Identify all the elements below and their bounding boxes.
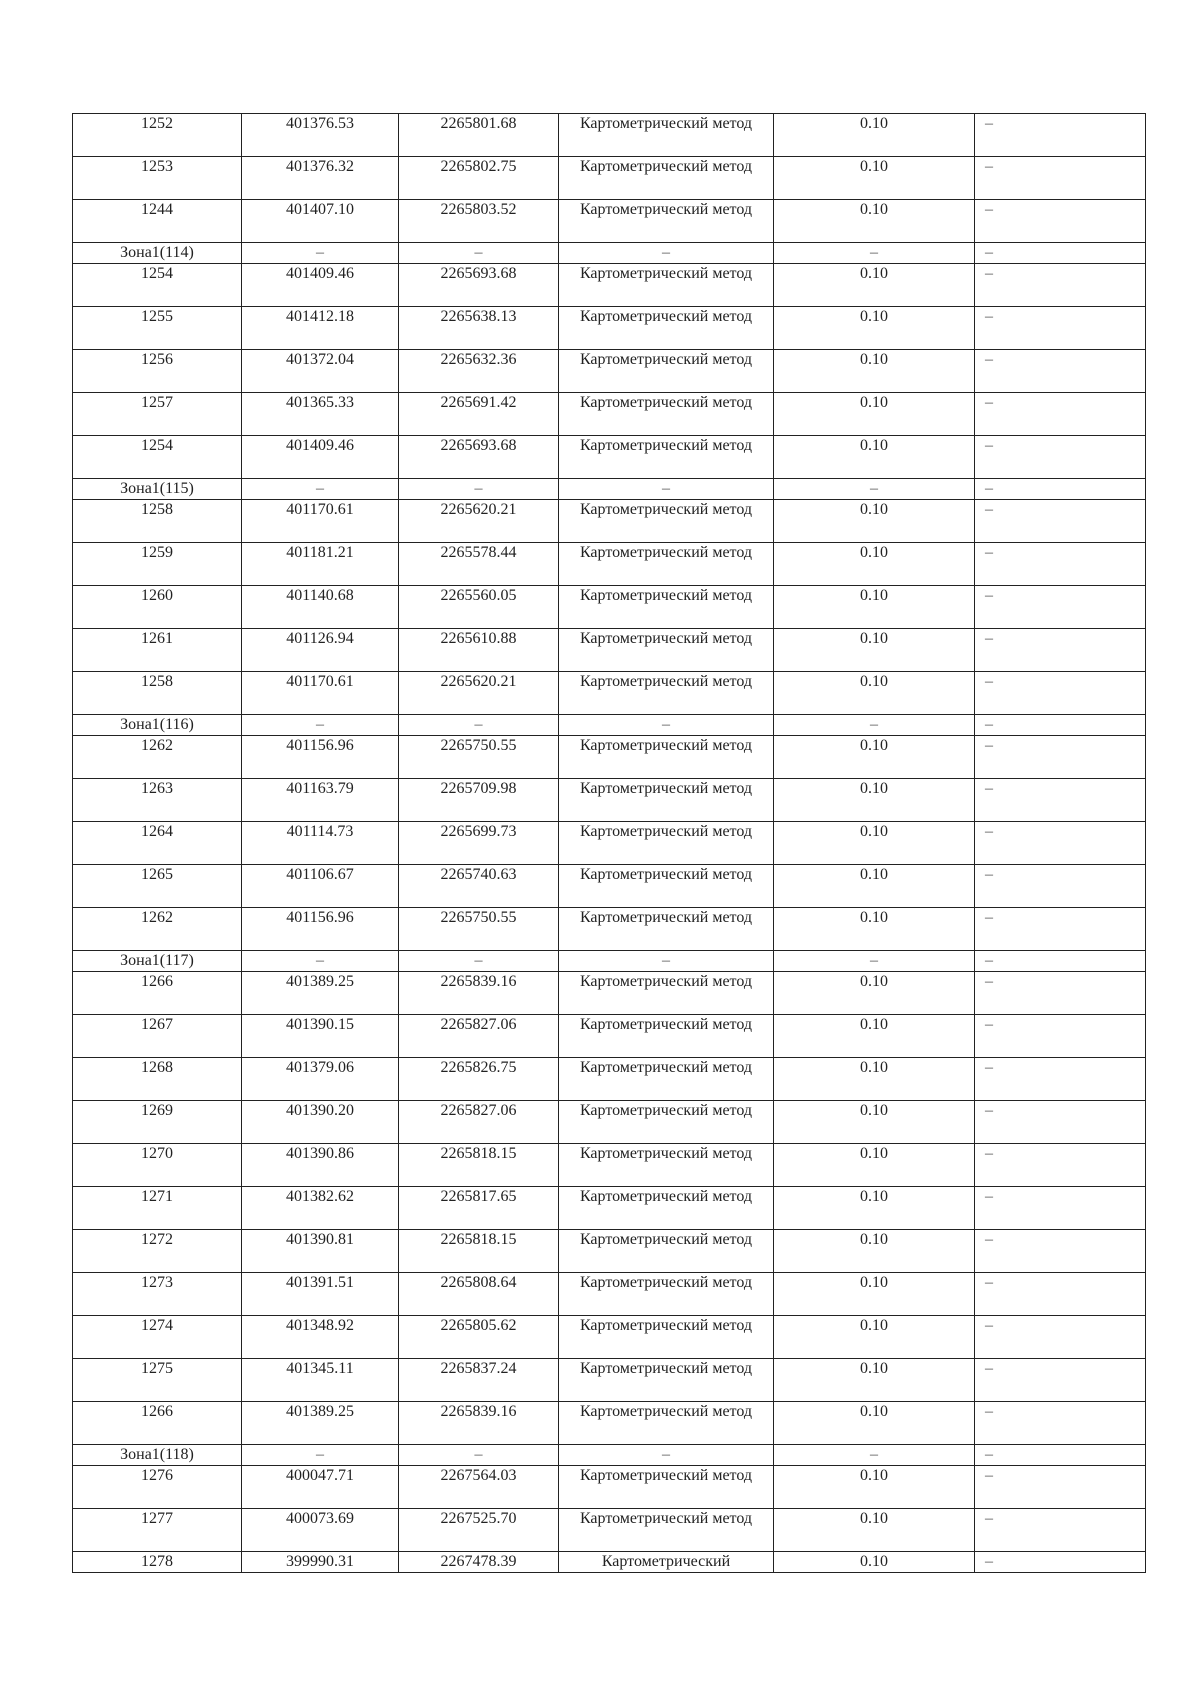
table-row <box>73 436 1146 479</box>
method-cell: Картометрический метод <box>559 672 774 715</box>
method-cell: Картометрический метод <box>559 1466 774 1509</box>
y-coordinate-cell: 2265803.52 <box>399 200 559 243</box>
method-cell: Картометрический метод <box>559 1187 774 1230</box>
accuracy-cell: 0.10 <box>774 822 975 865</box>
method-cell: Картометрический метод <box>559 393 774 436</box>
y-coordinate-cell: 2265818.15 <box>399 1230 559 1273</box>
method-cell: Картометрический метод <box>559 200 774 243</box>
y-coordinate-cell: 2265709.98 <box>399 779 559 822</box>
table-row <box>73 1101 1146 1144</box>
point-number-cell: 1263 <box>73 779 242 822</box>
table-row <box>73 1466 1146 1509</box>
accuracy-cell: 0.10 <box>774 1316 975 1359</box>
zone-row <box>73 951 1146 972</box>
table-row <box>73 393 1146 436</box>
method-cell: Картометрический метод <box>559 157 774 200</box>
y-coordinate-cell: 2265750.55 <box>399 908 559 951</box>
point-number-cell: 1271 <box>73 1187 242 1230</box>
method-cell: – <box>559 243 774 264</box>
method-cell: Картометрический метод <box>559 1144 774 1187</box>
x-coordinate-cell: – <box>242 951 399 972</box>
description-cell: – <box>975 1509 1146 1552</box>
table-row <box>73 972 1146 1015</box>
description-cell: – <box>975 779 1146 822</box>
table-row <box>73 1144 1146 1187</box>
description-cell: – <box>975 393 1146 436</box>
zone-row <box>73 479 1146 500</box>
method-cell: Картометрический метод <box>559 1359 774 1402</box>
method-cell: Картометрический метод <box>559 908 774 951</box>
accuracy-cell: 0.10 <box>774 436 975 479</box>
method-cell: Картометрический метод <box>559 1015 774 1058</box>
method-cell: Картометрический метод <box>559 736 774 779</box>
point-number-cell: 1254 <box>73 436 242 479</box>
point-number-cell: 1277 <box>73 1509 242 1552</box>
x-coordinate-cell: 401390.15 <box>242 1015 399 1058</box>
point-number-cell: 1270 <box>73 1144 242 1187</box>
accuracy-cell: – <box>774 715 975 736</box>
y-coordinate-cell: 2265560.05 <box>399 586 559 629</box>
description-cell: – <box>975 822 1146 865</box>
description-cell: – <box>975 500 1146 543</box>
method-cell: Картометрический метод <box>559 822 774 865</box>
method-cell: Картометрический метод <box>559 779 774 822</box>
table-row <box>73 200 1146 243</box>
table-row <box>73 1015 1146 1058</box>
zone-row <box>73 243 1146 264</box>
point-number-cell: 1264 <box>73 822 242 865</box>
description-cell: – <box>975 1187 1146 1230</box>
table-row <box>73 629 1146 672</box>
y-coordinate-cell: 2265801.68 <box>399 114 559 157</box>
table-row <box>73 500 1146 543</box>
description-cell: – <box>975 908 1146 951</box>
y-coordinate-cell: 2265620.21 <box>399 500 559 543</box>
table-row <box>73 1359 1146 1402</box>
accuracy-cell: 0.10 <box>774 307 975 350</box>
accuracy-cell: 0.10 <box>774 350 975 393</box>
table-row <box>73 543 1146 586</box>
method-cell: Картометрический метод <box>559 1509 774 1552</box>
zone-name-cell: Зона1(118) <box>73 1445 242 1466</box>
method-cell: Картометрический метод <box>559 1316 774 1359</box>
y-coordinate-cell: 2267478.39 <box>399 1552 559 1573</box>
x-coordinate-cell: 401376.53 <box>242 114 399 157</box>
y-coordinate-cell: 2265693.68 <box>399 264 559 307</box>
x-coordinate-cell: 401140.68 <box>242 586 399 629</box>
description-cell: – <box>975 243 1146 264</box>
accuracy-cell: 0.10 <box>774 1466 975 1509</box>
method-cell: Картометрический метод <box>559 972 774 1015</box>
table-row <box>73 1316 1146 1359</box>
y-coordinate-cell: 2265578.44 <box>399 543 559 586</box>
point-number-cell: 1266 <box>73 972 242 1015</box>
y-coordinate-cell: – <box>399 1445 559 1466</box>
point-number-cell: 1272 <box>73 1230 242 1273</box>
table-row <box>73 1187 1146 1230</box>
description-cell: – <box>975 307 1146 350</box>
method-cell: – <box>559 479 774 500</box>
accuracy-cell: – <box>774 243 975 264</box>
description-cell: – <box>975 543 1146 586</box>
point-number-cell: 1252 <box>73 114 242 157</box>
x-coordinate-cell: 401390.20 <box>242 1101 399 1144</box>
method-cell: Картометрический <box>559 1552 774 1573</box>
point-number-cell: 1257 <box>73 393 242 436</box>
accuracy-cell: 0.10 <box>774 1015 975 1058</box>
x-coordinate-cell: – <box>242 243 399 264</box>
zone-name-cell: Зона1(117) <box>73 951 242 972</box>
description-cell: – <box>975 264 1146 307</box>
y-coordinate-cell: 2265693.68 <box>399 436 559 479</box>
table-row <box>73 114 1146 157</box>
accuracy-cell: 0.10 <box>774 1230 975 1273</box>
method-cell: Картометрический метод <box>559 629 774 672</box>
x-coordinate-cell: 400047.71 <box>242 1466 399 1509</box>
accuracy-cell: 0.10 <box>774 1273 975 1316</box>
description-cell: – <box>975 1058 1146 1101</box>
method-cell: Картометрический метод <box>559 1101 774 1144</box>
description-cell: – <box>975 1402 1146 1445</box>
description-cell: – <box>975 1552 1146 1573</box>
zone-row <box>73 1445 1146 1466</box>
y-coordinate-cell: 2265620.21 <box>399 672 559 715</box>
point-number-cell: 1261 <box>73 629 242 672</box>
description-cell: – <box>975 1359 1146 1402</box>
table-row <box>73 779 1146 822</box>
accuracy-cell: 0.10 <box>774 972 975 1015</box>
accuracy-cell: 0.10 <box>774 543 975 586</box>
x-coordinate-cell: 401181.21 <box>242 543 399 586</box>
method-cell: – <box>559 715 774 736</box>
description-cell: – <box>975 1316 1146 1359</box>
accuracy-cell: 0.10 <box>774 1187 975 1230</box>
accuracy-cell: 0.10 <box>774 736 975 779</box>
point-number-cell: 1274 <box>73 1316 242 1359</box>
x-coordinate-cell: 401106.67 <box>242 865 399 908</box>
x-coordinate-cell: 401376.32 <box>242 157 399 200</box>
description-cell: – <box>975 951 1146 972</box>
y-coordinate-cell: – <box>399 479 559 500</box>
x-coordinate-cell: 401348.92 <box>242 1316 399 1359</box>
accuracy-cell: 0.10 <box>774 200 975 243</box>
y-coordinate-cell: – <box>399 951 559 972</box>
y-coordinate-cell: 2265610.88 <box>399 629 559 672</box>
accuracy-cell: 0.10 <box>774 1058 975 1101</box>
accuracy-cell: 0.10 <box>774 500 975 543</box>
accuracy-cell: 0.10 <box>774 1509 975 1552</box>
point-number-cell: 1269 <box>73 1101 242 1144</box>
y-coordinate-cell: 2265839.16 <box>399 1402 559 1445</box>
table-row <box>73 350 1146 393</box>
method-cell: Картометрический метод <box>559 1402 774 1445</box>
accuracy-cell: 0.10 <box>774 672 975 715</box>
method-cell: – <box>559 1445 774 1466</box>
point-number-cell: 1273 <box>73 1273 242 1316</box>
x-coordinate-cell: 401391.51 <box>242 1273 399 1316</box>
x-coordinate-cell: 401126.94 <box>242 629 399 672</box>
table-row <box>73 1552 1146 1573</box>
x-coordinate-cell: 401389.25 <box>242 972 399 1015</box>
accuracy-cell: – <box>774 479 975 500</box>
point-number-cell: 1266 <box>73 1402 242 1445</box>
accuracy-cell: 0.10 <box>774 629 975 672</box>
point-number-cell: 1258 <box>73 672 242 715</box>
description-cell: – <box>975 1101 1146 1144</box>
table-row <box>73 865 1146 908</box>
description-cell: – <box>975 629 1146 672</box>
method-cell: Картометрический метод <box>559 436 774 479</box>
description-cell: – <box>975 436 1146 479</box>
point-number-cell: 1258 <box>73 500 242 543</box>
zone-name-cell: Зона1(115) <box>73 479 242 500</box>
x-coordinate-cell: 401390.86 <box>242 1144 399 1187</box>
accuracy-cell: 0.10 <box>774 1144 975 1187</box>
zone-row <box>73 715 1146 736</box>
accuracy-cell: 0.10 <box>774 114 975 157</box>
coordinates-table <box>72 113 1146 1573</box>
description-cell: – <box>975 1445 1146 1466</box>
y-coordinate-cell: 2265691.42 <box>399 393 559 436</box>
point-number-cell: 1260 <box>73 586 242 629</box>
y-coordinate-cell: 2265827.06 <box>399 1101 559 1144</box>
y-coordinate-cell: – <box>399 243 559 264</box>
method-cell: Картометрический метод <box>559 586 774 629</box>
point-number-cell: 1253 <box>73 157 242 200</box>
point-number-cell: 1244 <box>73 200 242 243</box>
y-coordinate-cell: 2265740.63 <box>399 865 559 908</box>
description-cell: – <box>975 200 1146 243</box>
point-number-cell: 1262 <box>73 736 242 779</box>
zone-name-cell: Зона1(116) <box>73 715 242 736</box>
y-coordinate-cell: 2267564.03 <box>399 1466 559 1509</box>
description-cell: – <box>975 972 1146 1015</box>
x-coordinate-cell: 401379.06 <box>242 1058 399 1101</box>
description-cell: – <box>975 1273 1146 1316</box>
point-number-cell: 1268 <box>73 1058 242 1101</box>
description-cell: – <box>975 1144 1146 1187</box>
table-row <box>73 672 1146 715</box>
table-body <box>73 114 1146 1573</box>
point-number-cell: 1275 <box>73 1359 242 1402</box>
description-cell: – <box>975 672 1146 715</box>
description-cell: – <box>975 715 1146 736</box>
y-coordinate-cell: 2265808.64 <box>399 1273 559 1316</box>
y-coordinate-cell: 2265632.36 <box>399 350 559 393</box>
method-cell: Картометрический метод <box>559 350 774 393</box>
y-coordinate-cell: 2267525.70 <box>399 1509 559 1552</box>
accuracy-cell: 0.10 <box>774 779 975 822</box>
table-row <box>73 157 1146 200</box>
x-coordinate-cell: 401345.11 <box>242 1359 399 1402</box>
x-coordinate-cell: – <box>242 479 399 500</box>
table-row <box>73 1058 1146 1101</box>
x-coordinate-cell: 401382.62 <box>242 1187 399 1230</box>
table-row <box>73 1402 1146 1445</box>
x-coordinate-cell: 401407.10 <box>242 200 399 243</box>
method-cell: Картометрический метод <box>559 1273 774 1316</box>
point-number-cell: 1278 <box>73 1552 242 1573</box>
table-row <box>73 1509 1146 1552</box>
accuracy-cell: 0.10 <box>774 908 975 951</box>
description-cell: – <box>975 736 1146 779</box>
x-coordinate-cell: 401156.96 <box>242 908 399 951</box>
y-coordinate-cell: 2265827.06 <box>399 1015 559 1058</box>
method-cell: Картометрический метод <box>559 1230 774 1273</box>
point-number-cell: 1267 <box>73 1015 242 1058</box>
description-cell: – <box>975 479 1146 500</box>
y-coordinate-cell: 2265699.73 <box>399 822 559 865</box>
table-row <box>73 1230 1146 1273</box>
description-cell: – <box>975 1230 1146 1273</box>
method-cell: Картометрический метод <box>559 500 774 543</box>
x-coordinate-cell: 401163.79 <box>242 779 399 822</box>
method-cell: Картометрический метод <box>559 1058 774 1101</box>
point-number-cell: 1259 <box>73 543 242 586</box>
accuracy-cell: 0.10 <box>774 264 975 307</box>
x-coordinate-cell: 401372.04 <box>242 350 399 393</box>
table-row <box>73 908 1146 951</box>
accuracy-cell: 0.10 <box>774 586 975 629</box>
table-row <box>73 1273 1146 1316</box>
accuracy-cell: – <box>774 1445 975 1466</box>
accuracy-cell: 0.10 <box>774 1402 975 1445</box>
point-number-cell: 1265 <box>73 865 242 908</box>
zone-name-cell: Зона1(114) <box>73 243 242 264</box>
x-coordinate-cell: 401412.18 <box>242 307 399 350</box>
description-cell: – <box>975 157 1146 200</box>
table-row <box>73 264 1146 307</box>
description-cell: – <box>975 1466 1146 1509</box>
y-coordinate-cell: 2265802.75 <box>399 157 559 200</box>
x-coordinate-cell: 400073.69 <box>242 1509 399 1552</box>
x-coordinate-cell: 401389.25 <box>242 1402 399 1445</box>
table-row <box>73 586 1146 629</box>
x-coordinate-cell: 401365.33 <box>242 393 399 436</box>
x-coordinate-cell: 401156.96 <box>242 736 399 779</box>
description-cell: – <box>975 586 1146 629</box>
method-cell: Картометрический метод <box>559 114 774 157</box>
x-coordinate-cell: – <box>242 715 399 736</box>
method-cell: Картометрический метод <box>559 264 774 307</box>
description-cell: – <box>975 865 1146 908</box>
point-number-cell: 1254 <box>73 264 242 307</box>
accuracy-cell: 0.10 <box>774 1101 975 1144</box>
x-coordinate-cell: 401390.81 <box>242 1230 399 1273</box>
x-coordinate-cell: – <box>242 1445 399 1466</box>
method-cell: Картометрический метод <box>559 307 774 350</box>
accuracy-cell: 0.10 <box>774 865 975 908</box>
x-coordinate-cell: 401170.61 <box>242 500 399 543</box>
x-coordinate-cell: 399990.31 <box>242 1552 399 1573</box>
table-row <box>73 822 1146 865</box>
y-coordinate-cell: 2265638.13 <box>399 307 559 350</box>
method-cell: Картометрический метод <box>559 865 774 908</box>
method-cell: – <box>559 951 774 972</box>
table-row <box>73 307 1146 350</box>
y-coordinate-cell: 2265826.75 <box>399 1058 559 1101</box>
point-number-cell: 1262 <box>73 908 242 951</box>
y-coordinate-cell: 2265805.62 <box>399 1316 559 1359</box>
accuracy-cell: – <box>774 951 975 972</box>
point-number-cell: 1256 <box>73 350 242 393</box>
point-number-cell: 1255 <box>73 307 242 350</box>
accuracy-cell: 0.10 <box>774 1552 975 1573</box>
x-coordinate-cell: 401409.46 <box>242 436 399 479</box>
x-coordinate-cell: 401409.46 <box>242 264 399 307</box>
description-cell: – <box>975 350 1146 393</box>
y-coordinate-cell: 2265837.24 <box>399 1359 559 1402</box>
x-coordinate-cell: 401170.61 <box>242 672 399 715</box>
accuracy-cell: 0.10 <box>774 393 975 436</box>
table-row <box>73 736 1146 779</box>
y-coordinate-cell: 2265818.15 <box>399 1144 559 1187</box>
accuracy-cell: 0.10 <box>774 157 975 200</box>
accuracy-cell: 0.10 <box>774 1359 975 1402</box>
point-number-cell: 1276 <box>73 1466 242 1509</box>
y-coordinate-cell: 2265750.55 <box>399 736 559 779</box>
y-coordinate-cell: – <box>399 715 559 736</box>
y-coordinate-cell: 2265839.16 <box>399 972 559 1015</box>
description-cell: – <box>975 114 1146 157</box>
method-cell: Картометрический метод <box>559 543 774 586</box>
y-coordinate-cell: 2265817.65 <box>399 1187 559 1230</box>
description-cell: – <box>975 1015 1146 1058</box>
x-coordinate-cell: 401114.73 <box>242 822 399 865</box>
